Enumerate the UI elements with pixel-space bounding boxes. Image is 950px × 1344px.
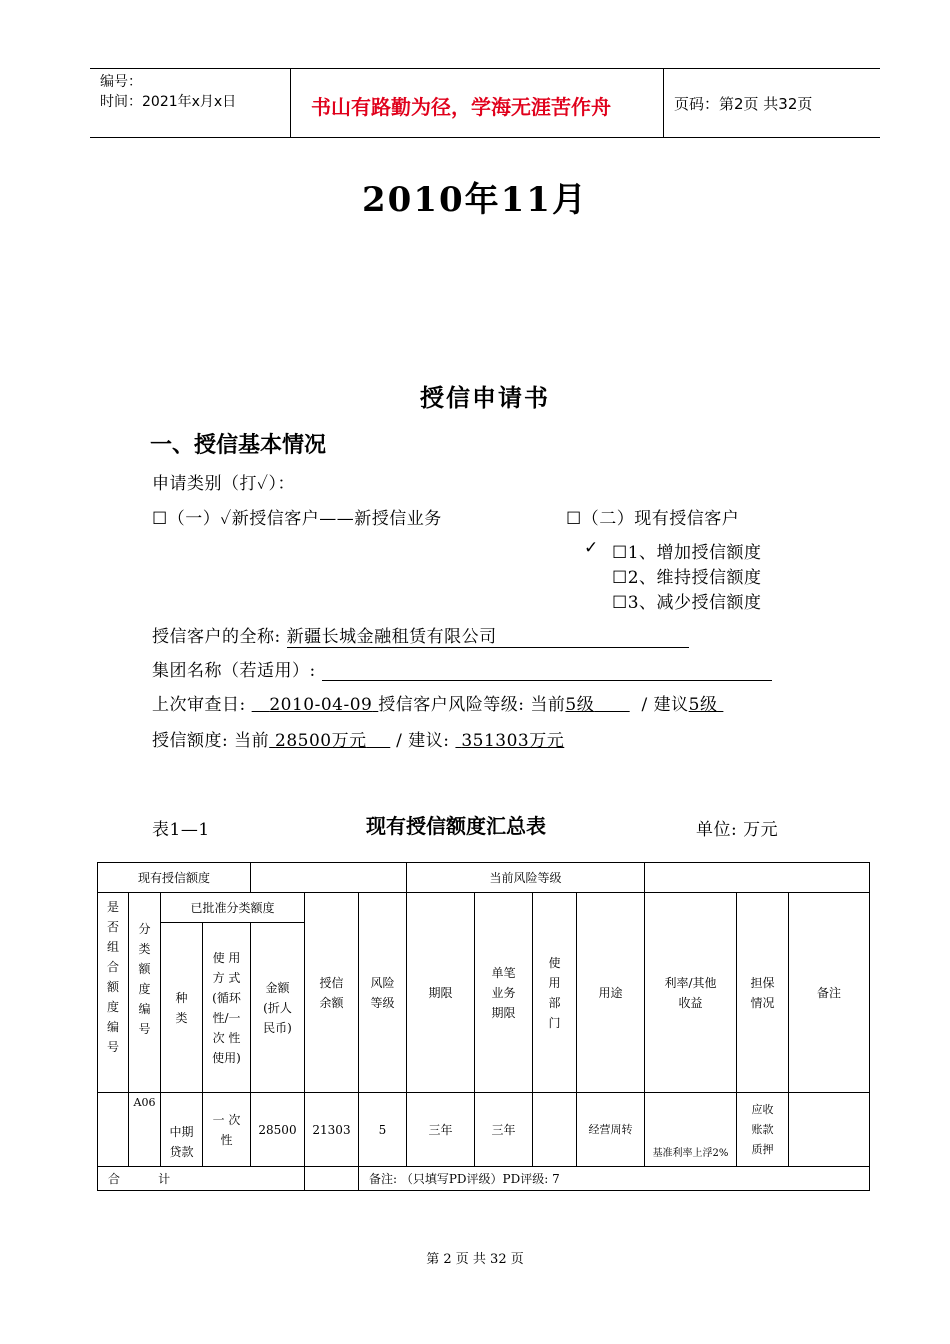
cell-remark[interactable] (789, 1093, 870, 1167)
risk-level-header: 当前风险等级 (407, 863, 645, 893)
cell-rate: 基准利率上浮2% (645, 1093, 737, 1167)
cell-single-term: 三年 (475, 1093, 533, 1167)
table-unit: 单位: 万元 (696, 820, 779, 840)
group-name-label: 集团名称（若适用）: (152, 661, 316, 681)
amount-suggest-label: / 建议: (396, 731, 450, 751)
client-name-value: 新疆长城金融租赁有限公司 (286, 627, 497, 647)
suboption-decrease[interactable]: ☐3、减少授信额度 (612, 593, 762, 613)
cell-guarantee: 应收 账款 质押 (737, 1093, 789, 1167)
cell-balance: 21303 (305, 1093, 359, 1167)
table-row (98, 863, 870, 893)
risk-level-value[interactable] (645, 863, 870, 893)
document-title: 授信申请书 (420, 383, 550, 412)
cell-risk: 5 (359, 1093, 407, 1167)
risk-suggest-value: 5级 (688, 695, 718, 715)
section-heading: 一、授信基本情况 (150, 432, 327, 458)
risk-current-value: 5级 (565, 695, 595, 715)
col-is-combo: 是否组合额度编号 (98, 893, 129, 1093)
col-department: 使 用 部 门 (533, 893, 577, 1093)
doc-time-label: 时间：2021年x月x日 (100, 94, 237, 110)
page-indicator: 页码：第2页 共32页 (674, 95, 813, 113)
last-review-field[interactable] (252, 695, 379, 715)
col-single-term: 单笔 业务 期限 (475, 893, 533, 1093)
col-kind: 种类 (161, 923, 203, 1093)
amount-label: 授信额度: 当前 (152, 731, 270, 751)
cell-is-combo[interactable] (98, 1093, 129, 1167)
amount-suggest-field[interactable] (455, 731, 564, 751)
table-row (98, 1167, 870, 1191)
col-rate: 利率/其他 收益 (645, 893, 737, 1093)
suboption-increase[interactable]: ☐1、增加授信额度 (612, 543, 762, 563)
col-amount: 金额 (折人 民币) (251, 923, 305, 1093)
col-category-number: 分类额度编号 (129, 893, 161, 1093)
header-motto: 书山有路勤为径，学海无涯苦作舟 (311, 95, 611, 119)
option-new-client[interactable]: ☐（一）✓新授信客户——新授信业务 (152, 509, 442, 529)
option-existing-client[interactable]: ☐（二）现有授信客户 (566, 509, 740, 529)
last-review-label: 上次审查日: (152, 695, 246, 715)
table-row (98, 1093, 870, 1167)
col-remark: 备注 (789, 893, 870, 1093)
date-title: 2010年11月 (362, 180, 588, 220)
group-name-field[interactable] (322, 662, 772, 681)
cell-category-code: A06 (129, 1093, 161, 1167)
client-name-row (152, 622, 689, 648)
amount-suggest-value: 351303万元 (461, 731, 565, 751)
col-usage-mode: 使 用 方 式 (循环 性/一 次 性 使用) (203, 923, 251, 1093)
approved-category-header: 已批准分类额度 (161, 893, 305, 923)
cell-department[interactable] (533, 1093, 577, 1167)
suboption-maintain[interactable]: ☐2、维持授信额度 (612, 568, 762, 588)
risk-level-label: 授信客户风险等级: 当前 (378, 695, 566, 715)
col-term: 期限 (407, 893, 475, 1093)
col-balance: 授信 余额 (305, 893, 359, 1093)
total-label: 合 计 (98, 1167, 305, 1191)
header-page-cell (664, 69, 880, 137)
cell-term: 三年 (407, 1093, 475, 1167)
table-row (98, 893, 870, 923)
risk-suggest-label: / 建议 (641, 695, 689, 715)
last-review-date: 2010-04-09 (269, 695, 373, 715)
cell-purpose: 经营周转 (577, 1093, 645, 1167)
col-guarantee: 担保 情况 (737, 893, 789, 1093)
col-risk: 风险 等级 (359, 893, 407, 1093)
risk-suggest-field[interactable] (689, 695, 724, 715)
cell-usage-mode: 一 次 性 (203, 1093, 251, 1167)
amount-current-field[interactable] (269, 731, 390, 751)
apply-type-label: 申请类别（打✓）： (152, 474, 295, 494)
total-balance[interactable] (305, 1167, 359, 1191)
cell-amount: 28500 (251, 1093, 305, 1167)
amount-current-value: 28500万元 (275, 731, 367, 751)
client-name-field[interactable] (287, 622, 689, 648)
page-footer: 第 2 页 共 32 页 (426, 1252, 524, 1267)
existing-credit-value[interactable] (251, 863, 407, 893)
risk-current-field[interactable] (565, 695, 629, 715)
pd-rating-note: 备注: （只填写PD评级）PD评级: 7 (359, 1167, 870, 1191)
cell-kind: 中期 贷款 (161, 1093, 203, 1167)
table-number: 表1—1 (152, 820, 210, 840)
review-risk-row (152, 690, 723, 715)
credit-summary-table (97, 862, 870, 1191)
header-meta (90, 69, 291, 137)
col-purpose: 用途 (577, 893, 645, 1093)
table-title: 现有授信额度汇总表 (366, 814, 546, 838)
group-name-row (152, 656, 772, 681)
existing-credit-header: 现有授信额度 (98, 863, 251, 893)
amount-row (152, 726, 564, 751)
header-motto-cell (291, 69, 664, 137)
doc-number-label: 编号： (100, 74, 142, 90)
check-mark-icon: ✓ (584, 538, 599, 558)
page-header (90, 68, 880, 138)
client-name-label: 授信客户的全称: (152, 627, 281, 647)
